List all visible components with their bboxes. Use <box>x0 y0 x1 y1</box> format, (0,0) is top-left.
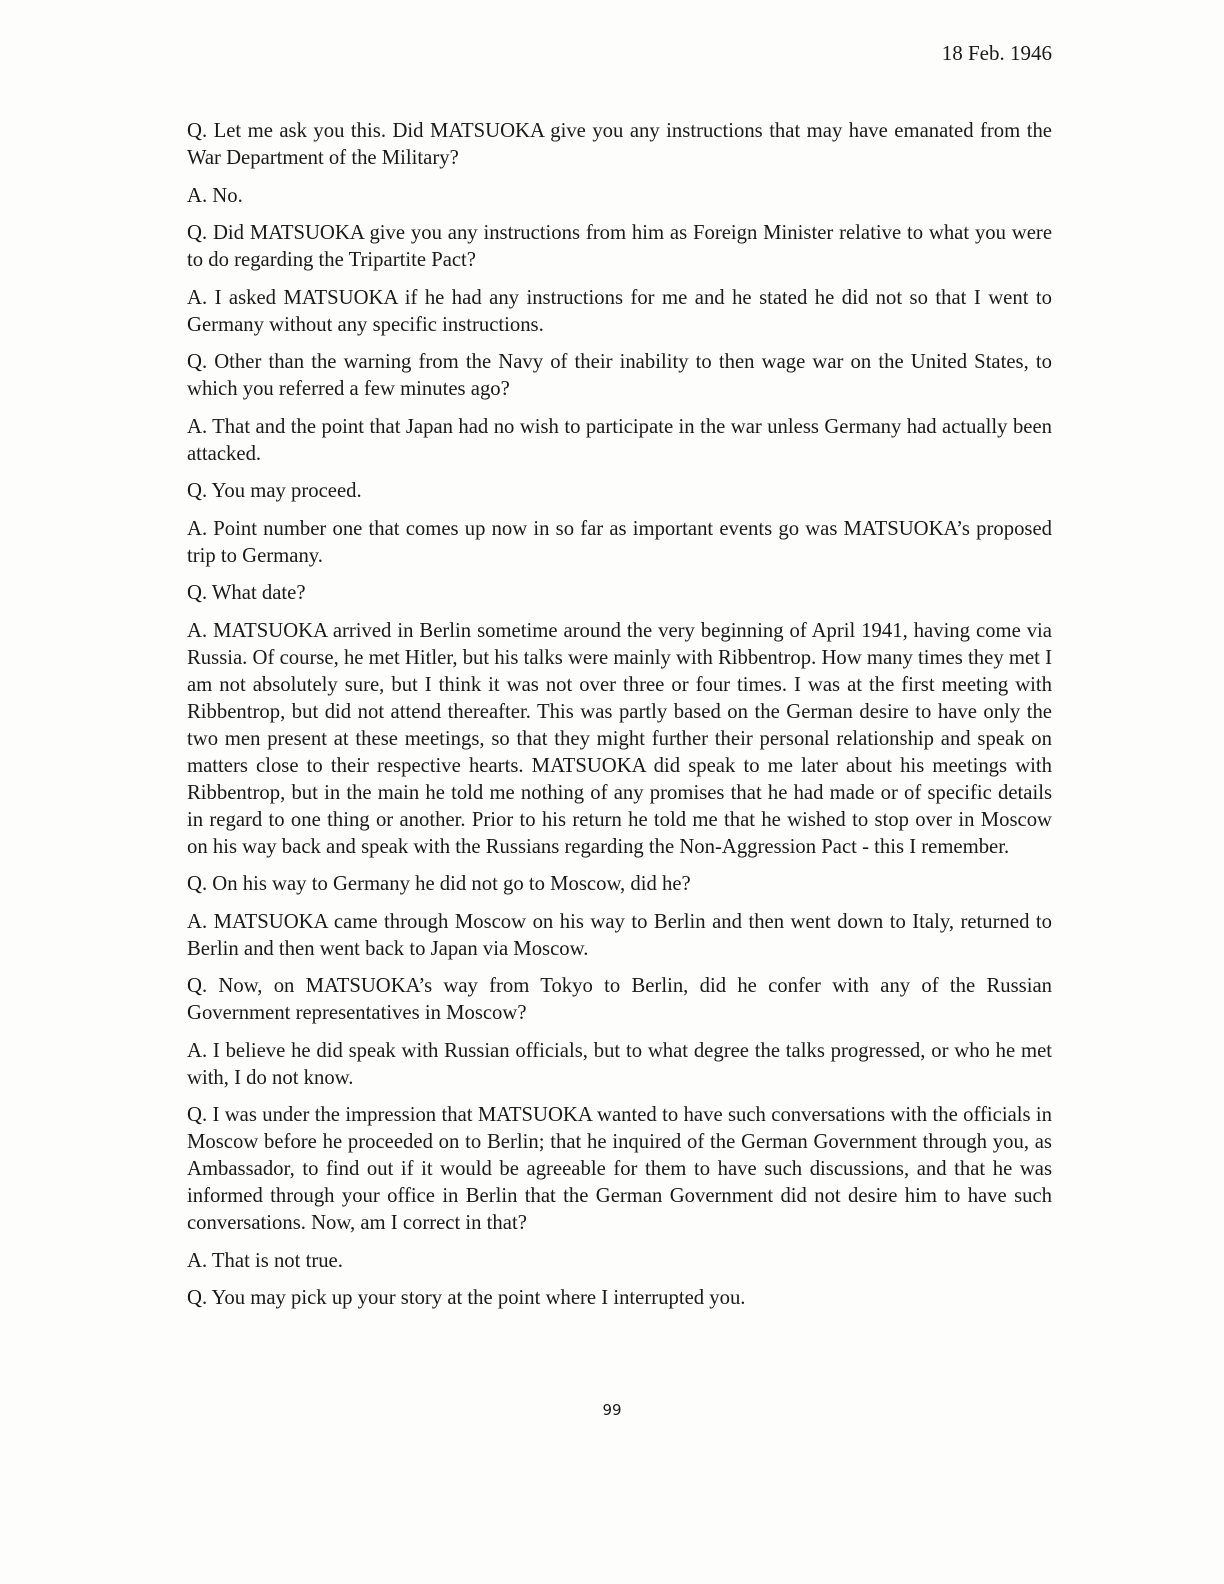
transcript-paragraph: A. No. <box>187 184 243 207</box>
transcript-paragraph: Q. Did MATSUOKA give you any instructions from him as Foreign Minister relative to what you were to do regarding the Tripartite Pact? <box>187 222 1052 271</box>
transcript-body <box>187 118 1052 1323</box>
transcript-paragraph: Q. I was under the impression that MATSUOKA wanted to have such conversations with the officials in Moscow before he proceeded on to Berlin; that he inquired of the German Government through you, as Ambassador, to find out if it would be agreeable for them to have such discussions, and that he was informed through your office in Berlin that the German Government did not desire him to have such conversations. Now, am I correct in that? <box>187 1104 1052 1234</box>
transcript-paragraph: A. MATSUOKA came through Moscow on his way to Berlin and then went down to Italy, returned to Berlin and then went back to Japan via Moscow. <box>187 910 1052 960</box>
transcript-paragraph: A. I asked MATSUOKA if he had any instructions for me and he stated he did not so that I went to Germany without any specific instructions. <box>187 286 1052 336</box>
transcript-paragraph: Q. What date? <box>187 582 306 604</box>
transcript-paragraph: A. MATSUOKA arrived in Berlin sometime around the very beginning of April 1941, having come via Russia. Of course, he met Hitler, but his talks were mainly with Ribbentrop. How many times they met I am not absolutely sure, but I think it was not over three or four times. I was at the first meeting with Ribbentrop, but did not attend thereafter. This was partly based on the German desire to have only the two men present at these meetings, so that they might further their personal relationship and speak on matters close to their respective hearts. MATSUOKA did speak to me later about his meetings with Ribbentrop, but in the main he told me nothing of any promises that he had made or of specific details in regard to one thing or another. Prior to his return he told me that he wished to stop over in Moscow on his way back and speak with the Russians regarding the Non-Aggression Pact - this I remember. <box>187 619 1052 858</box>
transcript-paragraph: Q. On his way to Germany he did not go to Moscow, did he? <box>187 873 691 895</box>
transcript-paragraph: A. That and the point that Japan had no wish to participate in the war unless Germany had actually been attacked. <box>187 415 1052 465</box>
transcript-paragraph: A. Point number one that comes up now in so far as important events go was MATSUOKA’s proposed trip to Germany. <box>187 517 1052 567</box>
transcript-paragraph: Q. Now, on MATSUOKA’s way from Tokyo to Berlin, did he confer with any of the Russian Government representatives in Moscow? <box>187 975 1052 1024</box>
document-date: 18 Feb. 1946 <box>941 41 1052 65</box>
transcript-paragraph: Q. You may proceed. <box>187 480 362 502</box>
transcript-paragraph: Q. Other than the warning from the Navy of their inability to then wage war on the United States, to which you referred a few minutes ago? <box>187 351 1052 400</box>
transcript-paragraph: A. That is not true. <box>187 1249 343 1272</box>
transcript-paragraph: A. I believe he did speak with Russian officials, but to what degree the talks progressed, or who he met with, I do not know. <box>187 1039 1052 1089</box>
transcript-paragraph: Q. You may pick up your story at the point where I interrupted you. <box>187 1287 746 1309</box>
transcript-paragraph: Q. Let me ask you this. Did MATSUOKA give you any instructions that may have emanated from the War Department of the Military? <box>187 120 1052 169</box>
page-number: 99 <box>602 1401 622 1419</box>
